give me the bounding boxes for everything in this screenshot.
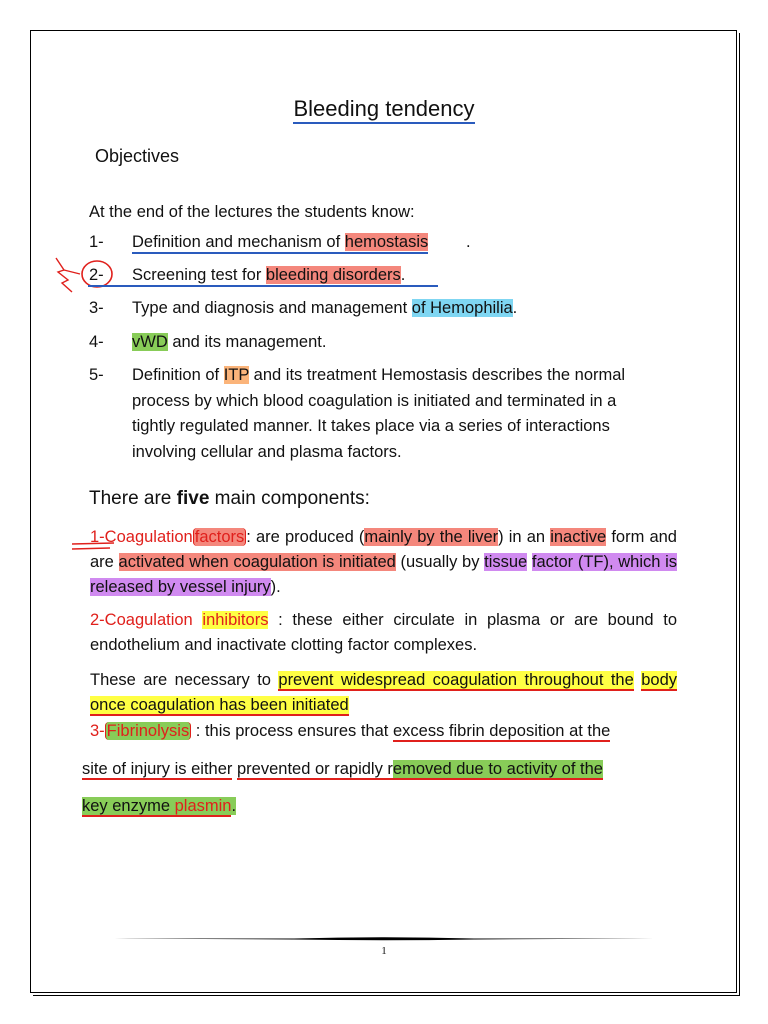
document-title: Bleeding tendency bbox=[0, 96, 768, 122]
necessary-paragraph: These are necessary to prevent widespread coagulation throughout the body once coagulation has been initiated bbox=[90, 671, 677, 714]
page-border bbox=[30, 30, 737, 993]
component-3-line-2: site of injury is either prevented or rapidly removed due to activity of the bbox=[82, 760, 603, 778]
item-text: Definition and mechanism of hemostasis bbox=[132, 233, 428, 254]
handwritten-mark bbox=[70, 540, 118, 554]
item-5-line-2: process by which blood coagulation is initiated and terminated in a bbox=[132, 392, 617, 410]
item-text: Definition of ITP and its treatment Hemostasis describes the normal bbox=[132, 366, 626, 384]
component-1-paragraph: 1-Coagulation factors : are produced (mainly by the liver) in an inactive form and are activated when coagulation is initiated (usually by tissue factor (TF), which is released by vessel injury). bbox=[90, 528, 677, 596]
component-3-line-1: 3- Fibrinolysis : this process ensures that excess fibrin deposition at the bbox=[90, 722, 611, 740]
component-3-line-3: key enzyme plasmin. bbox=[82, 797, 237, 815]
factors-circled: factors bbox=[194, 528, 245, 546]
handwritten-circle-annotation bbox=[50, 250, 120, 305]
components-heading: There are five main components: bbox=[89, 488, 370, 509]
item-2-underline bbox=[88, 285, 438, 287]
fibrinolysis-circled: Fibrinolysis bbox=[106, 722, 190, 740]
intro-text: At the end of the lectures the students know: bbox=[89, 203, 415, 221]
item-5-line-4: involving cellular and plasma factors. bbox=[132, 443, 402, 461]
item-text: vWD and its management. bbox=[132, 333, 327, 351]
item-5-line-3: tightly regulated manner. It takes place via a series of interactions bbox=[132, 417, 610, 435]
item-text: Type and diagnosis and management of Hemophilia. bbox=[132, 299, 518, 317]
component-2-paragraph: 2-Coagulation inhibitors : these either circulate in plasma or are bound to endothelium and inactivate clotting factor complexes. bbox=[90, 611, 677, 654]
objectives-heading: Objectives bbox=[95, 146, 180, 166]
page-number: 1 bbox=[381, 945, 387, 957]
footer-divider bbox=[114, 936, 654, 941]
item-text: Screening test for bleeding disorders. bbox=[132, 266, 406, 284]
